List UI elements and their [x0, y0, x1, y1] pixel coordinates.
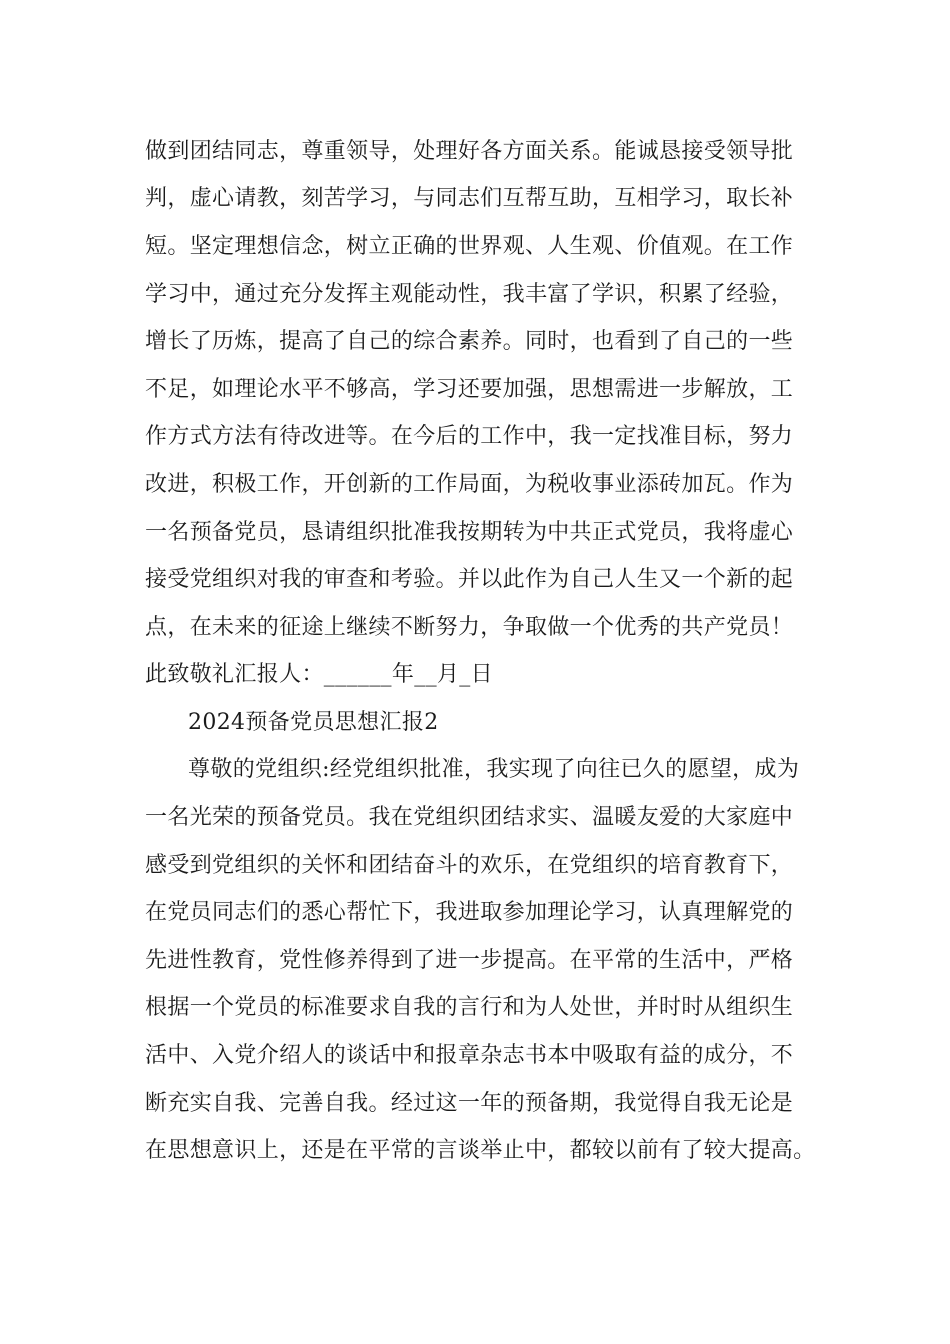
paragraph-line: 在思想意识上，还是在平常的言谈举止中，都较以前有了较大提高。: [145, 1138, 816, 1163]
paragraph-line: 点，在未来的征途上继续不断努力，争取做一个优秀的共产党员！: [145, 615, 794, 640]
paragraph-line: 改进，积极工作，开创新的工作局面，为税收事业添砖加瓦。作为: [145, 472, 794, 497]
paragraph-line: 不足，如理论水平不够高，学习还要加强，思想需进一步解放，工: [145, 377, 794, 402]
paragraph-line: 活中、入党介绍人的谈话中和报章杂志书本中吸取有益的成分，不: [145, 1043, 794, 1068]
paragraph-line: 增长了历炼，提高了自己的综合素养。同时，也看到了自己的一些: [145, 329, 794, 354]
paragraph-line: 根据一个党员的标准要求自我的言行和为人处世，并时时从组织生: [145, 995, 794, 1020]
paragraph-line: 学习中，通过充分发挥主观能动性，我丰富了学识，积累了经验，: [145, 282, 794, 307]
paragraph-line: 先进性教育，党性修养得到了进一步提高。在平常的生活中，严格: [145, 948, 794, 973]
paragraph-line: 一名光荣的预备党员。我在党组织团结求实、温暖友爱的大家庭中: [145, 805, 794, 830]
paragraph-line: 断充实自我、完善自我。经过这一年的预备期，我觉得自我无论是: [145, 1091, 794, 1116]
section-title: 2024预备党员思想汇报2: [188, 710, 439, 735]
paragraph-line: 接受党组织对我的审查和考验。并以此作为自己人生又一个新的起: [145, 567, 794, 592]
paragraph-line: 作方式方法有待改进等。在今后的工作中，我一定找准目标，努力: [145, 424, 794, 449]
closing-signature-line: 此致敬礼汇报人：______年__月_日: [145, 662, 494, 687]
paragraph-line: 尊敬的党组织:经党组织批准，我实现了向往已久的愿望，成为: [188, 757, 800, 782]
paragraph-line: 判，虚心请教，刻苦学习，与同志们互帮互助，互相学习，取长补: [145, 186, 794, 211]
paragraph-line: 在党员同志们的悉心帮忙下，我进取参加理论学习，认真理解党的: [145, 900, 794, 925]
paragraph-line: 做到团结同志，尊重领导，处理好各方面关系。能诚恳接受领导批: [145, 139, 794, 164]
paragraph-line: 感受到党组织的关怀和团结奋斗的欢乐，在党组织的培育教育下，: [145, 853, 794, 878]
paragraph-line: 一名预备党员，恳请组织批准我按期转为中共正式党员，我将虚心: [145, 520, 794, 545]
paragraph-line: 短。坚定理想信念，树立正确的世界观、人生观、价值观。在工作: [145, 234, 794, 259]
